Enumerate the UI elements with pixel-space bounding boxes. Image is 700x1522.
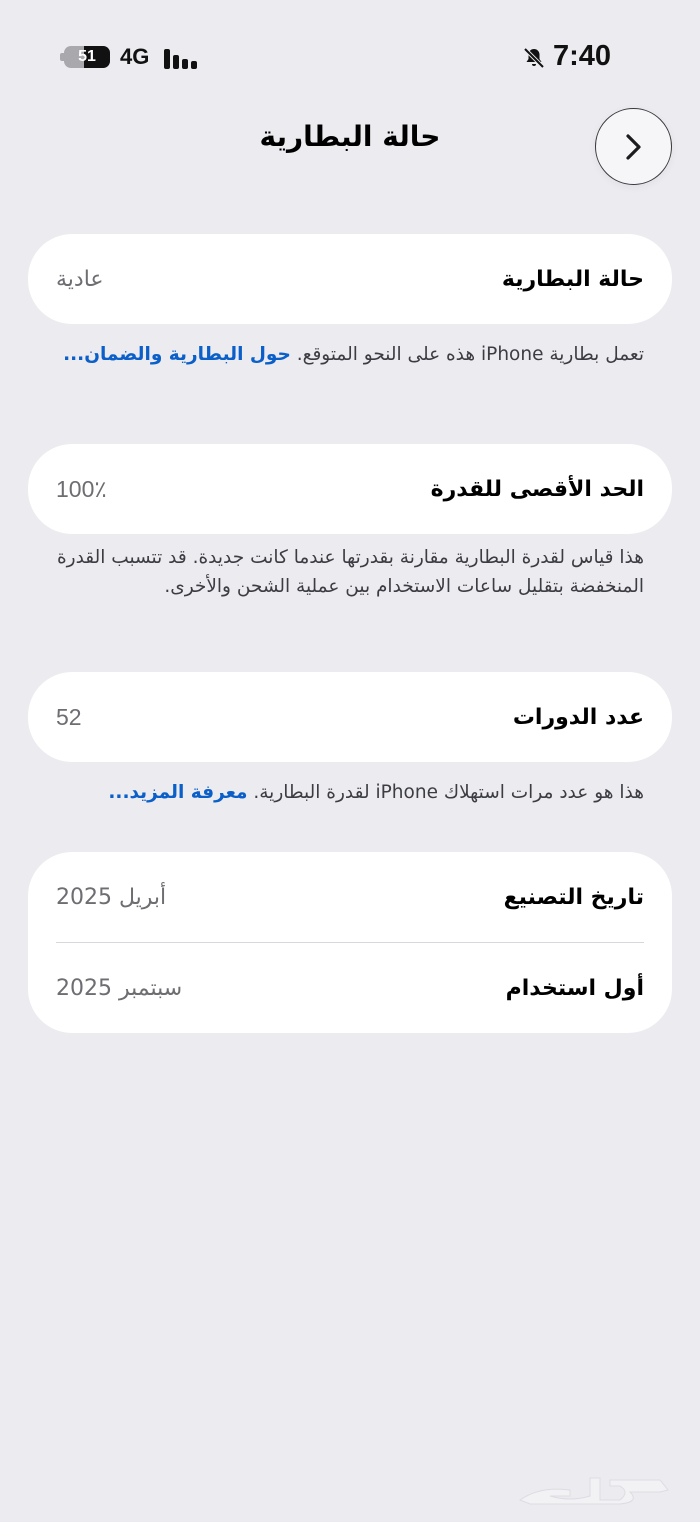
manufacture-date-value: أبريل 2025 bbox=[56, 884, 167, 910]
first-use-row bbox=[28, 943, 672, 1033]
cycle-count-label: عدد الدورات bbox=[512, 704, 644, 730]
battery-health-card bbox=[28, 234, 672, 324]
maximum-capacity-card bbox=[28, 444, 672, 534]
battery-health-footnote bbox=[56, 340, 644, 369]
maximum-capacity-label: الحد الأقصى للقدرة bbox=[430, 476, 644, 502]
cycle-count-value: 52 bbox=[56, 703, 82, 730]
maximum-capacity-value: 100٪ bbox=[56, 475, 107, 502]
maximum-capacity-footnote: هذا قياس لقدرة البطارية مقارنة بقدرتها عندما كانت جديدة. قد تتسبب القدرة المنخفضة بتقليل ساعات الاستخدام بين عملية الشحن والأخرى. bbox=[56, 547, 644, 597]
battery-icon bbox=[64, 46, 110, 68]
dates-card bbox=[28, 852, 672, 1033]
bell-slash-icon bbox=[522, 46, 546, 70]
haraj-watermark-logo bbox=[510, 1472, 670, 1506]
cycle-count-card bbox=[28, 672, 672, 762]
cycle-count-footnote bbox=[56, 778, 644, 807]
battery-health-label: حالة البطارية bbox=[501, 266, 644, 292]
manufacture-date-row bbox=[28, 852, 672, 942]
battery-percent: 51 bbox=[78, 48, 96, 65]
chevron-right-icon bbox=[623, 132, 645, 162]
status-bar bbox=[0, 38, 700, 78]
cycle-count-footnote-text: هذا هو عدد مرات استهلاك iPhone لقدرة البطارية. bbox=[247, 782, 644, 803]
back-button[interactable] bbox=[595, 108, 672, 185]
signal-icon bbox=[164, 47, 200, 69]
battery-warranty-link[interactable]: حول البطارية والضمان... bbox=[63, 344, 291, 365]
first-use-value: سبتمبر 2025 bbox=[56, 975, 183, 1001]
maximum-capacity-row bbox=[28, 444, 672, 534]
cycle-count-row bbox=[28, 672, 672, 762]
battery-health-row bbox=[28, 234, 672, 324]
clock: 7:40 bbox=[553, 40, 612, 72]
battery-health-footnote-text: تعمل بطارية iPhone هذه على النحو المتوقع. bbox=[290, 344, 644, 365]
learn-more-link[interactable]: معرفة المزيد... bbox=[108, 782, 248, 803]
page-title: حالة البطارية bbox=[259, 120, 441, 153]
manufacture-date-label: تاريخ التصنيع bbox=[503, 884, 644, 910]
battery-health-value: عادية bbox=[56, 266, 104, 292]
first-use-label: أول استخدام bbox=[505, 975, 644, 1001]
network-type: 4G bbox=[120, 44, 150, 69]
